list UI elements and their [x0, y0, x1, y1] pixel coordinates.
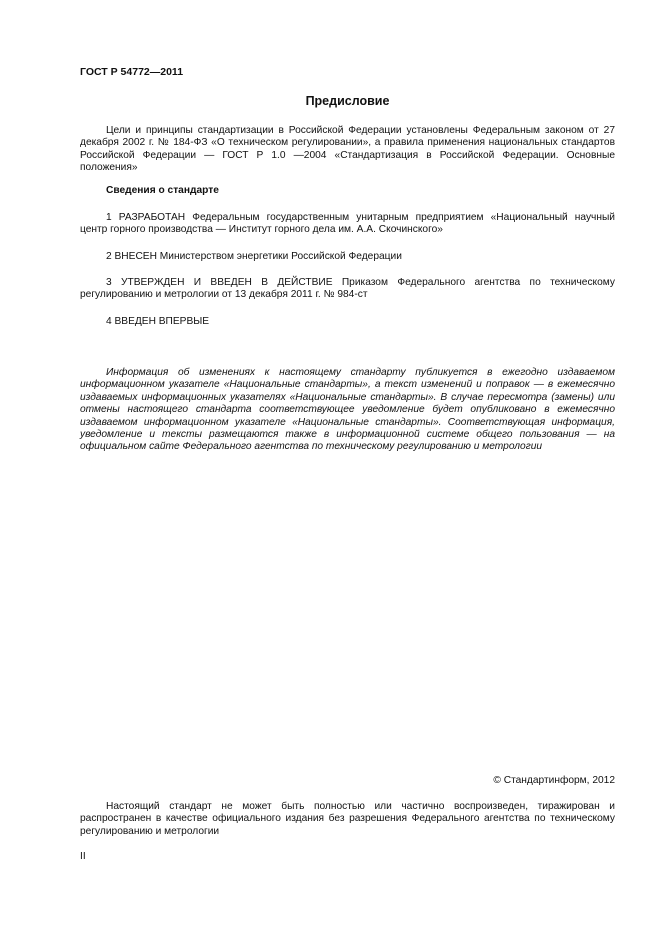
item-submitted: 2 ВНЕСЕН Министерством энергетики Российской Федерации [106, 251, 402, 262]
copyright-notice: © Стандартинформ, 2012 [493, 775, 615, 786]
document-code: ГОСТ Р 54772—2011 [80, 66, 184, 78]
reproduction-notice: Настоящий стандарт не может быть полностью или частично воспроизведен, тиражирован и распространен в качестве официального издания без разрешения Федерального агентства по техническому регулированию и метрологии [80, 801, 615, 837]
preface-title: Предисловие [305, 94, 390, 108]
item-developed: 1 РАЗРАБОТАН Федеральным государственным унитарным предприятием «Национальный научный центр горного производства — Институт горного дела им. А.А. Скочинского» [80, 212, 615, 236]
page-number: II [80, 851, 86, 862]
standard-info-heading: Сведения о стандарте [106, 185, 219, 196]
preface-intro-paragraph: Цели и принципы стандартизации в Российской Федерации установлены Федеральным законом от 27 декабря 2002 г. № 184-ФЗ «О техническом регулировании», а правила применения национальных стандартов Российской Федерации — ГОСТ Р 1.0 —2004 «Стандартизация в Российской Федерации. Основные положения» [80, 125, 615, 174]
item-introduced-first: 4 ВВЕДЕН ВПЕРВЫЕ [106, 316, 210, 327]
item-approved: 3 УТВЕРЖДЕН И ВВЕДЕН В ДЕЙСТВИЕ Приказом Федерального агентства по техническому регулированию и метрологии от 13 декабря 2011 г. № 984-ст [80, 277, 615, 301]
changes-info-paragraph: Информация об изменениях к настоящему стандарту публикуется в ежегодно издаваемом информационном указателе «Национальные стандарты», а текст изменений и поправок — в ежемесячно издаваемых информационных указателях «Национальные стандарты». В случае пересмотра (замены) или отмены настоящего стандарта соответствующее уведомление будет опубликовано в ежемесячно издаваемом информационном указателе «Национальные стандарты». Соответствующая информация, уведомление и тексты размещаются также в информационной системе общего пользования — на официальном сайте Федерального агентства по техническому регулированию и метрологии [80, 367, 615, 453]
